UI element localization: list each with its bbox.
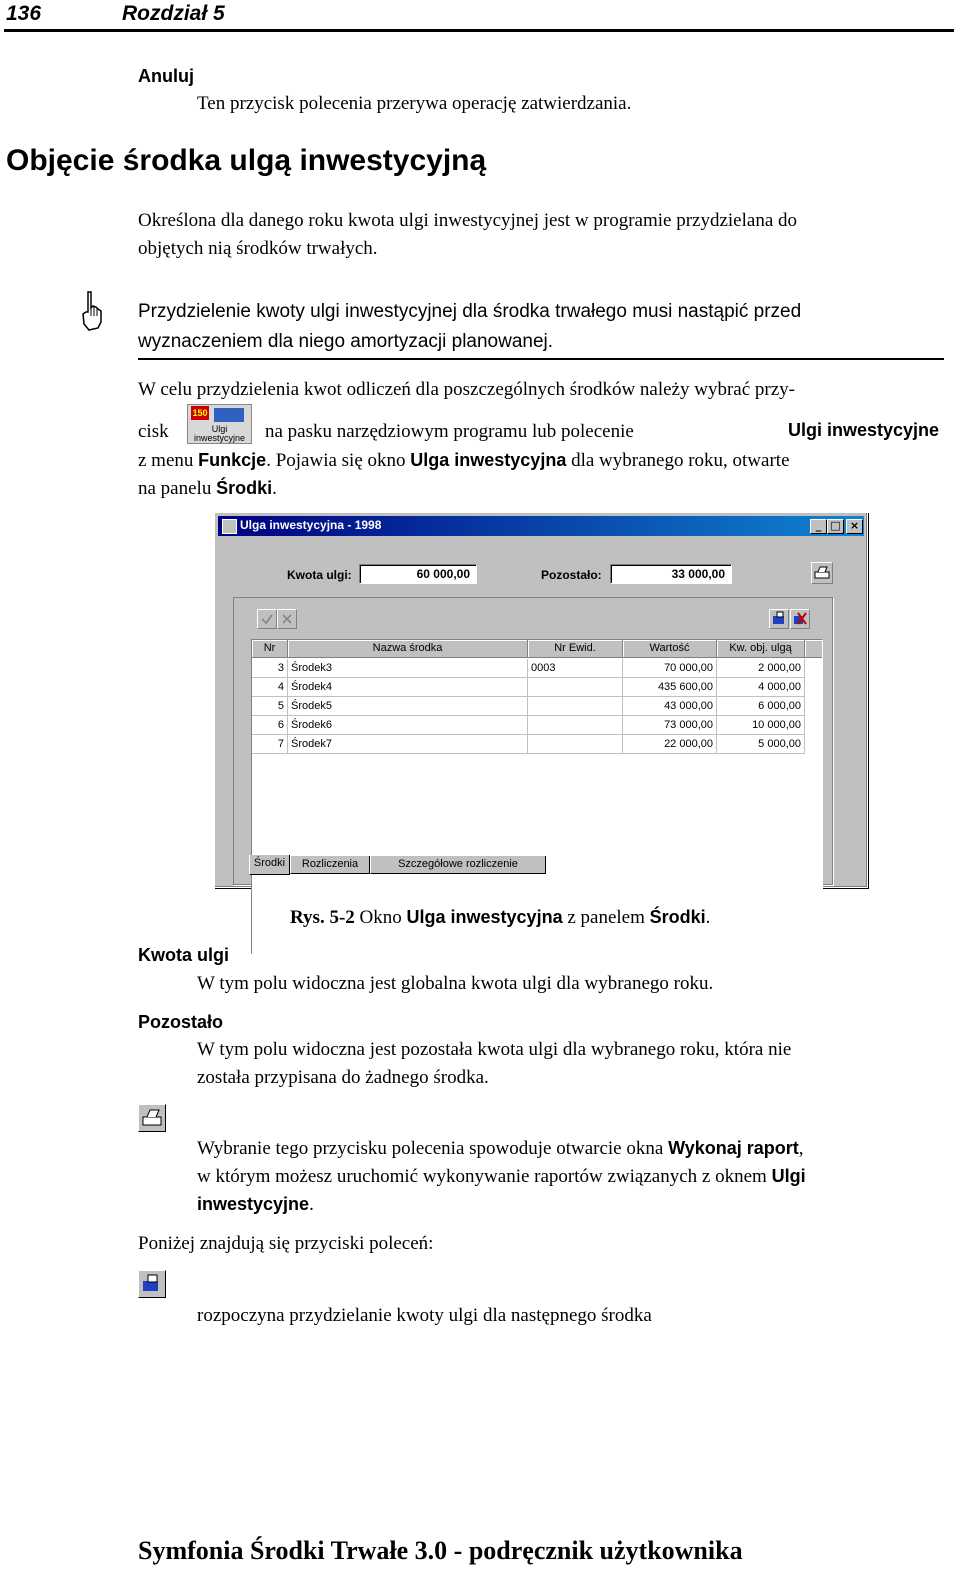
table-row[interactable] <box>252 659 804 678</box>
icon-caption: Ulgi inwestycyjne <box>193 424 246 443</box>
table-cell[interactable]: Środek3 <box>288 659 528 678</box>
table-cell[interactable]: 4 000,00 <box>717 678 805 697</box>
x-icon <box>278 610 296 628</box>
pozostalo-field[interactable]: 33 000,00 <box>610 564 732 584</box>
chapter-title: Rozdział 5 <box>122 2 225 25</box>
table-cell[interactable]: 6 <box>252 716 288 735</box>
printer-icon <box>139 1105 165 1131</box>
window-title: Ulga inwestycyjna - 1998 <box>240 518 382 532</box>
section-title: Objęcie środka ulgą inwestycyjną <box>6 144 487 177</box>
note-rule <box>138 358 944 360</box>
intro-line-1: Określona dla danego roku kwota ulgi inwestycyjnej jest w programie przydzielana do <box>138 210 797 231</box>
buttons-intro: Poniżej znajdują się przyciski poleceń: <box>138 1233 434 1254</box>
ulga-inwestycyjna-window <box>214 512 868 888</box>
tab-rozliczenia[interactable]: Rozliczenia <box>290 856 370 874</box>
table-cell[interactable]: 0003 <box>528 659 623 678</box>
note-line-1: Przydzielenie kwoty ulgi inwestycyjnej dla środka trwałego musi nastąpić przed <box>138 301 802 322</box>
pozostalo-desc-2: została przypisana do żadnego środka. <box>197 1067 489 1088</box>
next-description: rozpoczyna przydzielanie kwoty ulgi dla następnego środka <box>197 1305 652 1326</box>
col-header-filler <box>805 640 823 658</box>
table-cell[interactable] <box>528 735 623 754</box>
col-header-nr-ewid[interactable]: Nr Ewid. <box>528 640 623 658</box>
term-anuluj: Anuluj <box>138 66 194 86</box>
table-cell[interactable]: 5 000,00 <box>717 735 805 754</box>
para-cisk: cisk <box>138 421 169 442</box>
table-cell[interactable]: 2 000,00 <box>717 659 805 678</box>
print-desc-line-2: w którym możesz uruchomić wykonywanie raportów związanych z oknem Ulgi <box>197 1166 806 1187</box>
next-icon-sample <box>138 1270 166 1298</box>
panel-srodki-ref: Środki <box>216 478 273 498</box>
para-line-4: na panelu Środki. <box>138 478 277 499</box>
table-row[interactable] <box>252 735 804 754</box>
pozostalo-label: Pozostało: <box>541 568 602 582</box>
table-cell[interactable]: 73 000,00 <box>623 716 717 735</box>
col-header-wartosc[interactable]: Wartość <box>623 640 717 658</box>
pozostalo-desc-1: W tym polu widoczna jest pozostała kwota ulgi dla wybranego roku, która nie <box>197 1039 792 1060</box>
minimize-button[interactable]: _ <box>810 519 827 534</box>
delete-icon <box>791 610 809 628</box>
term-pozostalo: Pozostało <box>138 1012 224 1032</box>
kwota-field[interactable]: 60 000,00 <box>359 564 477 584</box>
page-number: 136 <box>6 2 42 25</box>
para-line-1: W celu przydzielenia kwot odliczeń dla poszczególnych środków należy wybrać przy- <box>138 379 795 400</box>
table-cell[interactable]: 6 000,00 <box>717 697 805 716</box>
print-desc-line-1: Wybranie tego przycisku polecenia spowoduje otwarcie okna Wykonaj raport, <box>197 1138 804 1159</box>
check-icon <box>258 610 276 628</box>
pointing-hand-icon <box>80 290 104 334</box>
table-cell[interactable] <box>528 697 623 716</box>
cancel-button[interactable] <box>277 609 297 629</box>
table-cell[interactable]: Środek6 <box>288 716 528 735</box>
footer-title: Symfonia Środki Trwałe 3.0 - podręcznik użytkownika <box>138 1536 743 1565</box>
term-kwota-ulgi: Kwota ulgi <box>138 945 229 965</box>
confirm-button[interactable] <box>257 609 277 629</box>
assign-next-icon <box>770 610 788 628</box>
table-cell[interactable]: 435 600,00 <box>623 678 717 697</box>
intro-line-2: objętych nią środków trwałych. <box>138 238 378 259</box>
table-cell[interactable] <box>528 716 623 735</box>
table-row[interactable] <box>252 716 804 735</box>
assign-next-icon <box>139 1271 165 1297</box>
maximize-button[interactable]: □ <box>827 519 844 534</box>
para-line-3: z menu Funkcje. Pojawia się okno Ulga inwestycyjna dla wybranego roku, otwarte <box>138 450 790 471</box>
window-name-ref: Ulga inwestycyjna <box>410 450 567 470</box>
ulgi-toolbar-icon <box>187 404 252 444</box>
close-button[interactable]: × <box>846 519 863 534</box>
figure-caption: Rys. 5-2 Okno Ulga inwestycyjna z panelem Środki. <box>290 907 711 928</box>
printer-icon <box>812 563 832 583</box>
table-cell[interactable]: 3 <box>252 659 288 678</box>
para-l2b: na pasku narzędziowym programu lub polecenie <box>265 421 634 442</box>
next-asset-button[interactable] <box>769 609 789 629</box>
menu-ulgi-inwestycyjne: Ulgi inwestycyjne <box>788 420 940 440</box>
table-cell[interactable] <box>528 678 623 697</box>
table-cell[interactable]: 43 000,00 <box>623 697 717 716</box>
window-titlebar <box>218 516 864 536</box>
anuluj-description: Ten przycisk polecenia przerywa operację zatwierdzania. <box>197 93 632 114</box>
tab-srodki[interactable]: Środki <box>249 855 290 875</box>
table-cell[interactable]: Środek7 <box>288 735 528 754</box>
kwota-description: W tym polu widoczna jest globalna kwota ulgi dla wybranego roku. <box>197 973 714 994</box>
table-row[interactable] <box>252 697 804 716</box>
tab-szczegolowe[interactable]: Szczegółowe rozliczenie <box>370 856 546 874</box>
print-desc-line-3: inwestycyjne. <box>197 1194 314 1215</box>
table-row[interactable] <box>252 678 804 697</box>
icon-badge: 150 <box>192 408 208 418</box>
print-button[interactable] <box>811 562 833 584</box>
remove-button[interactable] <box>790 609 810 629</box>
col-header-nr[interactable]: Nr <box>252 640 288 658</box>
note-line-2: wyznaczeniem dla niego amortyzacji planowanej. <box>138 331 554 352</box>
header-rule <box>4 29 954 32</box>
col-header-nazwa[interactable]: Nazwa środka <box>288 640 528 658</box>
table-cell[interactable]: 7 <box>252 735 288 754</box>
table-cell[interactable]: 10 000,00 <box>717 716 805 735</box>
table-cell[interactable]: 70 000,00 <box>623 659 717 678</box>
table-cell[interactable]: Środek4 <box>288 678 528 697</box>
table-cell[interactable]: 22 000,00 <box>623 735 717 754</box>
window-app-icon <box>222 519 237 534</box>
table-cell[interactable]: Środek5 <box>288 697 528 716</box>
kwota-label: Kwota ulgi: <box>287 568 352 582</box>
col-header-kw-obj[interactable]: Kw. obj. ulgą <box>717 640 805 658</box>
print-icon-sample <box>138 1104 166 1132</box>
menu-funkcje: Funkcje <box>198 450 267 470</box>
table-cell[interactable]: 4 <box>252 678 288 697</box>
table-cell[interactable]: 5 <box>252 697 288 716</box>
